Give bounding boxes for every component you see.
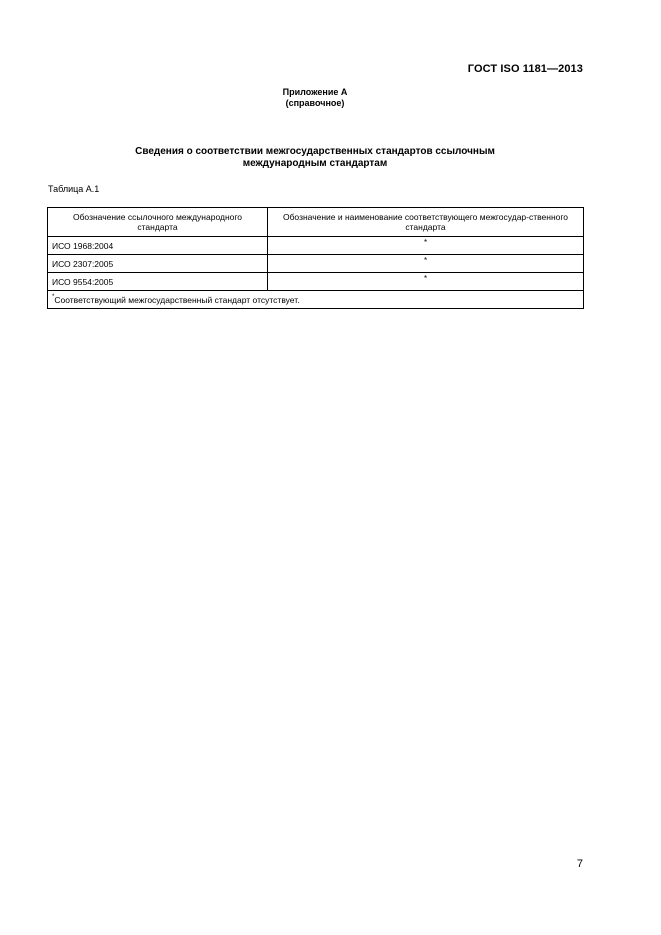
cell-interstate-standard: *: [268, 273, 584, 291]
cell-international-standard: ИСО 9554:2005: [48, 273, 268, 291]
section-title-line-1: Сведения о соответствии межгосударственных стандартов ссылочным: [135, 146, 495, 157]
section-title-line-2: международным стандартам: [242, 158, 388, 169]
cell-international-standard: ИСО 2307:2005: [48, 255, 268, 273]
cell-interstate-standard: *: [268, 255, 584, 273]
annex-title: Приложение А: [282, 87, 348, 97]
table-note-row: [48, 291, 584, 309]
annex-subtitle: (справочное): [285, 98, 345, 108]
table-note-cell: [48, 291, 584, 309]
standard-code: ГОСТ ISO 1181—2013: [467, 63, 583, 75]
table-header-row: [48, 208, 584, 237]
table-row: [48, 273, 584, 291]
table-caption: Таблица А.1: [48, 184, 100, 194]
header-cell-interstate-standard: Обозначение и наименование соответствующего межгосудар-ственного стандарта: [268, 208, 584, 237]
header-cell-international-standard: Обозначение ссылочного международного стандарта: [48, 208, 268, 237]
table-row: [48, 237, 584, 255]
note-mark: *: [52, 293, 55, 300]
section-title: [0, 146, 630, 170]
standards-correspondence-table: [47, 207, 584, 309]
page-number: 7: [576, 858, 583, 870]
cell-interstate-standard: *: [268, 237, 584, 255]
annex-heading: [0, 87, 630, 109]
table-note-text: Соответствующий межгосударственный стандарт отсутствует.: [54, 294, 300, 305]
table-row: [48, 255, 584, 273]
cell-international-standard: ИСО 1968:2004: [48, 237, 268, 255]
